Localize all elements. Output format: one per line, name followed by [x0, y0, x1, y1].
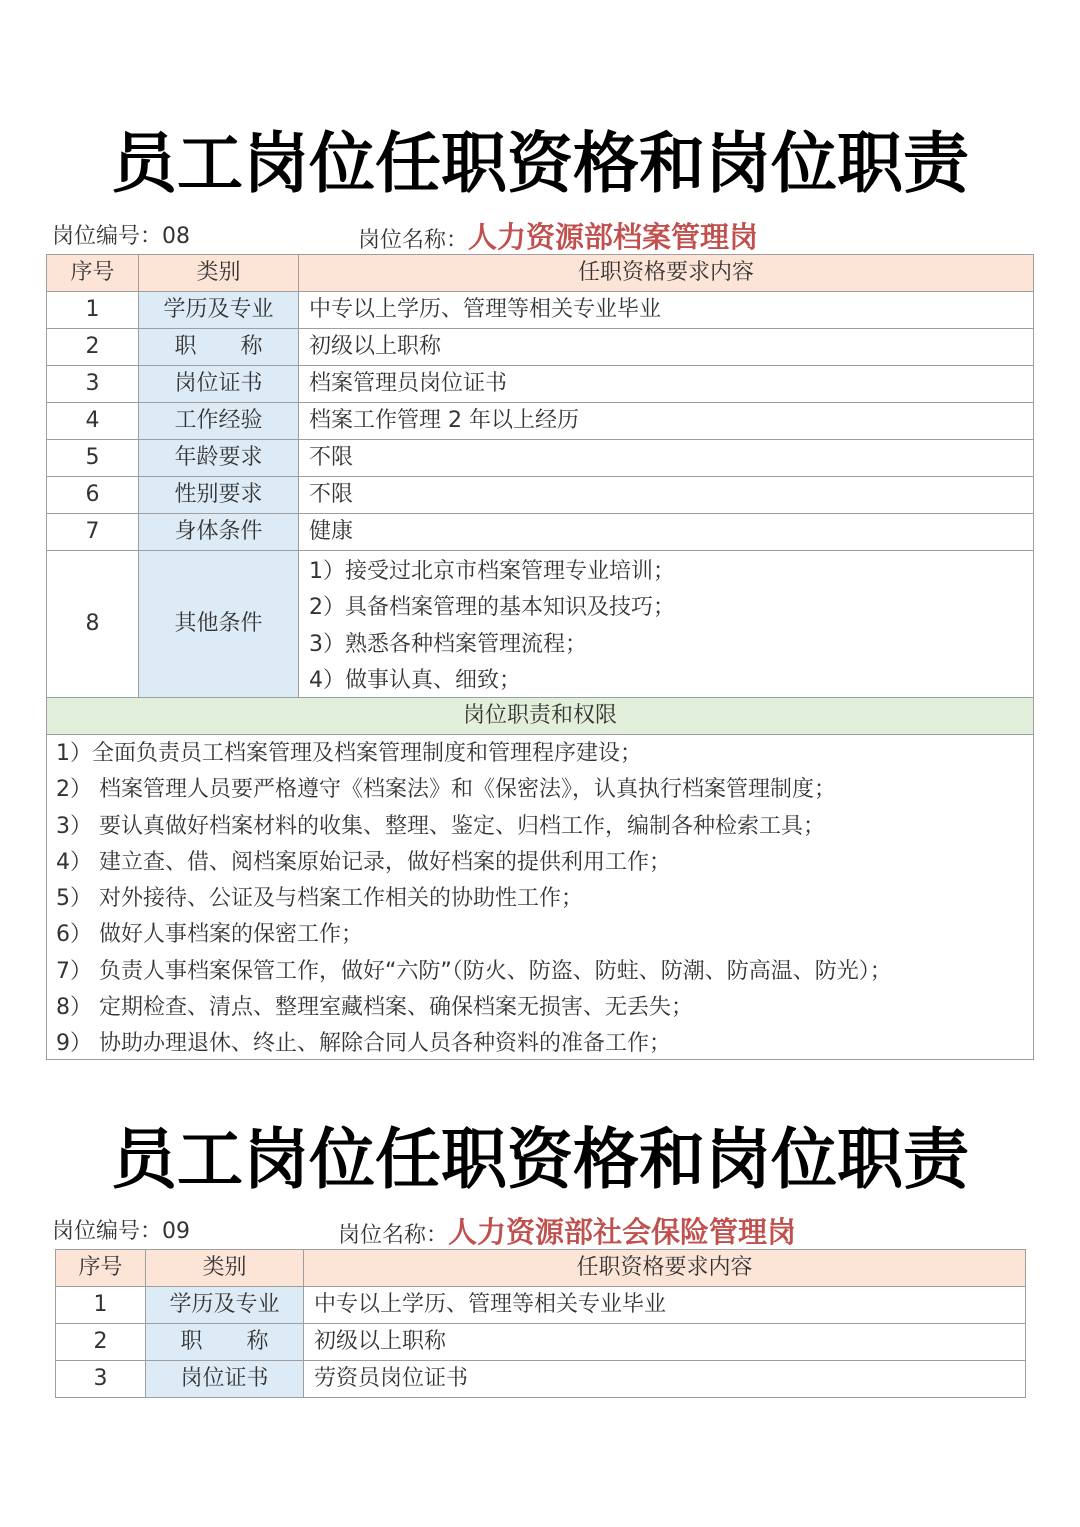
post-name	[338, 1216, 796, 1248]
row-content: 不限	[299, 440, 1034, 477]
header-content: 任职资格要求内容	[304, 1250, 1026, 1287]
duty-item: 1）全面负责员工档案管理及档案管理制度和管理程序建设；	[56, 741, 642, 766]
qualification-table	[55, 1249, 1026, 1398]
header-content: 任职资格要求内容	[299, 255, 1034, 292]
header-no: 序号	[47, 255, 139, 292]
table-header-row	[56, 1250, 1026, 1287]
table-header-row	[47, 255, 1034, 292]
duty-item: 2） 档案管理人员要严格遵守《档案法》和《保密法》，认真执行档案管理制度；	[56, 777, 836, 803]
post-number	[52, 221, 190, 253]
row-number: 4	[47, 403, 139, 440]
row-category: 职 称	[146, 1324, 304, 1361]
post-name-label: 岗位名称：	[358, 228, 469, 253]
duties-header-row	[47, 698, 1034, 735]
row-category: 工作经验	[139, 403, 299, 440]
row-category: 岗位证书	[146, 1361, 304, 1398]
post-number-label: 岗位编号：	[52, 224, 163, 249]
row-content-line: 1）接受过北京市档案管理专业培训；	[309, 559, 675, 584]
post-number-value: 08	[162, 224, 191, 249]
duty-item: 7） 负责人事档案保管工作，做好“六防”（防火、防盗、防蛀、防潮、防高温、防光）；	[56, 958, 892, 984]
page-title: 员工岗位任职资格和岗位职责	[111, 125, 969, 202]
row-category: 性别要求	[139, 477, 299, 514]
duty-item: 3） 要认真做好档案材料的收集、整理、鉴定、归档工作，编制各种检索工具；	[56, 813, 825, 839]
row-category: 年龄要求	[139, 440, 299, 477]
row-category: 身体条件	[139, 514, 299, 551]
duties-header: 岗位职责和权限	[47, 698, 1034, 735]
duty-item: 5） 对外接待、公证及与档案工作相关的协助性工作；	[56, 886, 583, 911]
header-no: 序号	[56, 1250, 146, 1287]
post-name	[358, 221, 758, 253]
row-content-list	[299, 551, 1034, 698]
row-content: 档案工作管理 2 年以上经历	[299, 403, 1034, 440]
row-content: 健康	[299, 514, 1034, 551]
duties-list	[47, 735, 1034, 1060]
row-content: 不限	[299, 477, 1034, 514]
page-title: 员工岗位任职资格和岗位职责	[111, 1121, 969, 1198]
qualification-table	[46, 254, 1034, 1060]
duty-item: 9） 协助办理退休、终止、解除合同人员各种资料的准备工作；	[56, 1031, 671, 1056]
row-content: 中专以上学历、管理等相关专业毕业	[299, 292, 1034, 329]
table-row	[47, 514, 1034, 551]
row-number: 3	[47, 366, 139, 403]
row-number: 8	[47, 551, 139, 698]
row-content: 初级以上职称	[299, 329, 1034, 366]
post-name-value: 人力资源部社会保险管理岗	[448, 1215, 797, 1249]
table-row	[47, 366, 1034, 403]
duties-row	[47, 735, 1034, 1060]
post-name-label: 岗位名称：	[338, 1223, 449, 1248]
row-number: 6	[47, 477, 139, 514]
table-row	[47, 403, 1034, 440]
table-row	[56, 1287, 1026, 1324]
post-number-value: 09	[162, 1219, 191, 1244]
row-category: 其他条件	[139, 551, 299, 698]
row-number: 7	[47, 514, 139, 551]
row-content: 劳资员岗位证书	[304, 1361, 1026, 1398]
table-row	[47, 329, 1034, 366]
header-category: 类别	[139, 255, 299, 292]
duty-item: 6） 做好人事档案的保密工作；	[56, 922, 363, 948]
row-content: 档案管理员岗位证书	[299, 366, 1034, 403]
table-row	[47, 440, 1034, 477]
row-category: 学历及专业	[146, 1287, 304, 1324]
table-row	[47, 551, 1034, 698]
table-row	[47, 477, 1034, 514]
row-content-line: 4）做事认真、细致；	[309, 667, 521, 693]
table-row	[47, 292, 1034, 329]
post-name-value: 人力资源部档案管理岗	[468, 220, 759, 254]
row-number: 1	[47, 292, 139, 329]
duty-item: 8） 定期检查、清点、整理室藏档案、确保档案无损害、无丢失；	[56, 994, 693, 1020]
row-category: 岗位证书	[139, 366, 299, 403]
duty-item: 4） 建立查、借、阅档案原始记录，做好档案的提供利用工作；	[56, 849, 671, 875]
row-number: 2	[47, 329, 139, 366]
header-category: 类别	[146, 1250, 304, 1287]
row-number: 2	[56, 1324, 146, 1361]
row-content: 初级以上职称	[304, 1324, 1026, 1361]
table-row	[56, 1324, 1026, 1361]
row-number: 1	[56, 1287, 146, 1324]
row-category: 学历及专业	[139, 292, 299, 329]
post-number-label: 岗位编号：	[52, 1219, 163, 1244]
row-category: 职 称	[139, 329, 299, 366]
row-content-line: 2）具备档案管理的基本知识及技巧；	[309, 595, 675, 621]
row-content-line: 3）熟悉各种档案管理流程；	[309, 631, 587, 657]
row-number: 3	[56, 1361, 146, 1398]
row-content: 中专以上学历、管理等相关专业毕业	[304, 1287, 1026, 1324]
post-number	[52, 1216, 190, 1248]
table-row	[56, 1361, 1026, 1398]
row-number: 5	[47, 440, 139, 477]
